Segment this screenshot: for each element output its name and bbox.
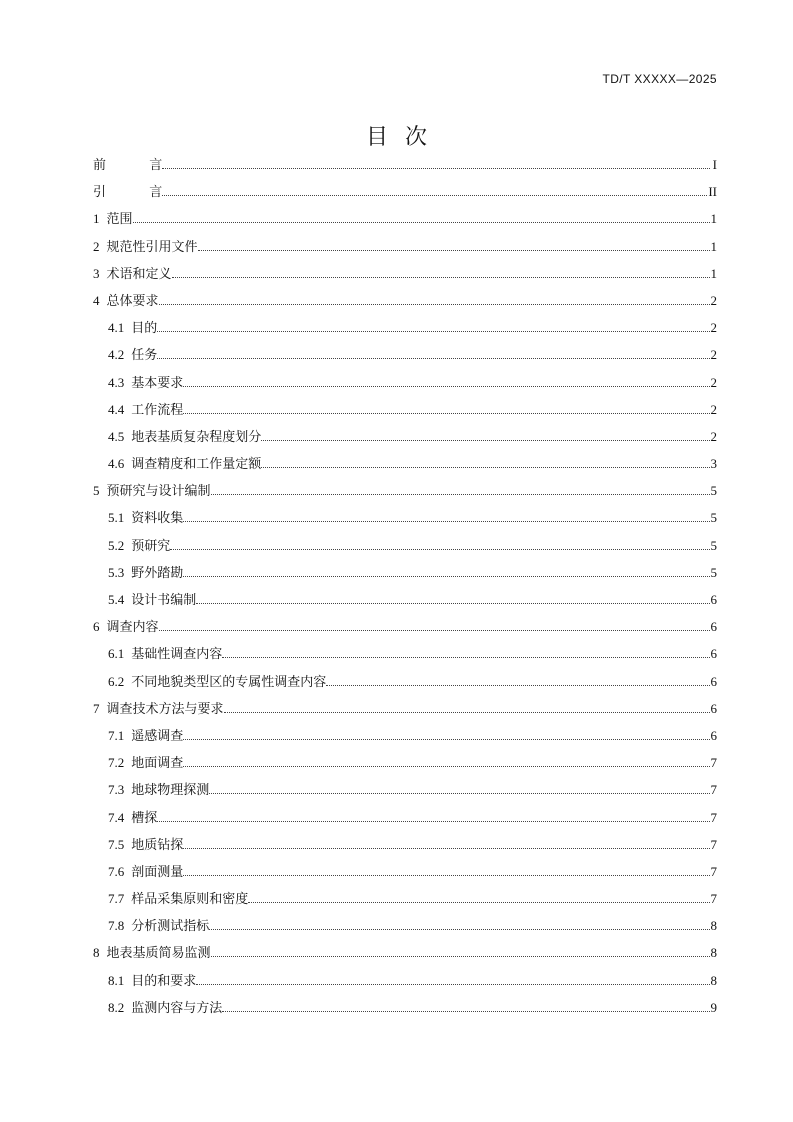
toc-entry-title: 野外踏勘	[131, 564, 184, 580]
toc-entry-subsection	[93, 804, 717, 831]
dot-leader	[183, 575, 709, 577]
toc-entry-number: 4.2	[108, 347, 125, 363]
toc-entry-subsection	[93, 858, 717, 885]
dot-leader	[183, 412, 709, 414]
toc-entry-page: 2	[710, 374, 717, 390]
toc-entry-number: 6.2	[108, 673, 125, 689]
toc-entry-title: 调查技术方法与要求	[106, 700, 224, 716]
dot-leader	[211, 493, 710, 495]
dot-leader	[157, 357, 709, 359]
toc-entry-number: 4.5	[108, 428, 125, 444]
toc-entry-subsection	[93, 396, 717, 423]
toc-entry-subsection	[93, 532, 717, 559]
dot-leader	[261, 466, 709, 468]
toc-entry-page: 7	[710, 891, 717, 907]
toc-entry-title: 预研究与设计编制	[106, 483, 211, 499]
toc-entry-subsection	[93, 341, 717, 368]
toc-entry-page: 7	[710, 782, 717, 798]
dot-leader	[222, 1010, 709, 1012]
toc-entry-page: 9	[710, 999, 717, 1015]
dot-leader	[162, 194, 707, 196]
toc-entry-section	[93, 205, 717, 232]
toc-entry-page: 1	[710, 238, 717, 254]
toc-entry-section	[93, 287, 717, 314]
dot-leader	[183, 520, 709, 522]
toc-entry-page: 2	[710, 292, 717, 308]
toc-entry-title: 预研究	[131, 537, 171, 553]
toc-entry-title: 目的	[131, 320, 158, 336]
toc-entry-page: 3	[710, 456, 717, 472]
toc-entry-number: 4.3	[108, 374, 125, 390]
dot-leader	[198, 249, 710, 251]
document-code: TD/T XXXXX—2025	[602, 72, 717, 86]
toc-entry-number: 5.2	[108, 537, 125, 553]
toc-entry-page: 5	[710, 510, 717, 526]
toc-entry-title: 设计书编制	[131, 592, 197, 607]
dot-leader	[157, 330, 709, 332]
toc-entry-title: 样品采集原则和密度	[131, 891, 249, 907]
toc-entry-subsection	[93, 450, 717, 477]
dot-leader	[248, 901, 709, 903]
toc-entry-subsection	[93, 423, 717, 450]
toc-entry-section	[93, 939, 717, 966]
dot-leader	[224, 711, 710, 713]
toc-entry-subsection	[93, 831, 717, 858]
toc-entry-page: 8	[710, 918, 717, 934]
toc-entry-title: 槽探	[131, 809, 158, 825]
toc-entry-section	[93, 613, 717, 640]
dot-leader	[211, 955, 710, 957]
toc-entry-subsection	[93, 994, 717, 1021]
toc-entry-subsection	[93, 885, 717, 912]
toc-entry-page: 7	[710, 863, 717, 879]
toc-entry-subsection	[93, 776, 717, 803]
dot-leader	[172, 276, 710, 278]
toc-entry-page: 5	[710, 537, 717, 553]
toc-entry-number: 4	[93, 292, 100, 308]
toc-entry-subsection	[93, 749, 717, 776]
toc-entry-page: 8	[710, 972, 717, 988]
toc-entry-subsection	[93, 967, 717, 994]
toc-entry-title: 剖面测量	[131, 863, 184, 879]
dot-leader	[183, 874, 709, 876]
dot-leader	[162, 167, 710, 169]
toc-entry-title: 遥感调查	[131, 727, 184, 743]
toc-entry-subsection	[93, 504, 717, 531]
toc-entry-subsection	[93, 559, 717, 586]
toc-entry-subsection	[93, 722, 717, 749]
toc-entry-number: 5.1	[108, 510, 125, 526]
toc-entry-number: 7.4	[108, 809, 125, 825]
toc-entry-subsection	[93, 640, 717, 667]
toc-entry-number: 7	[93, 700, 100, 716]
toc-entry-number: 3	[93, 265, 100, 281]
dot-leader	[222, 656, 709, 658]
toc-entry-number: 5.4	[108, 592, 125, 607]
toc-entry-number: 7.6	[108, 863, 125, 879]
dot-leader	[159, 629, 710, 631]
toc-entry-number: 8.2	[108, 999, 125, 1015]
dot-leader	[261, 439, 709, 441]
dot-leader	[183, 385, 709, 387]
toc-entry-page: 1	[710, 211, 717, 227]
toc-entry-title: 前 言	[93, 157, 163, 172]
dot-leader	[196, 602, 709, 604]
page-title: 目 次	[366, 125, 427, 150]
toc-entry-title: 范围	[106, 211, 133, 227]
toc-entry-title: 地质钻探	[131, 836, 184, 852]
dot-leader	[133, 221, 710, 223]
toc-entry-page: 6	[710, 592, 717, 607]
dot-leader	[170, 548, 709, 550]
toc-entry-number: 8.1	[108, 972, 125, 988]
toc-entry-page: II	[708, 184, 717, 200]
toc-entry-number: 5	[93, 483, 100, 499]
toc-entry-title: 引 言	[93, 184, 163, 200]
dot-leader	[183, 847, 709, 849]
toc-entry-title: 总体要求	[106, 292, 159, 308]
toc-entry-number: 6	[93, 619, 100, 635]
toc-entry-title: 不同地貌类型区的专属性调查内容	[131, 673, 327, 689]
dot-leader	[196, 983, 709, 985]
toc-entry-front-matter	[93, 151, 717, 178]
dot-leader	[183, 765, 709, 767]
toc-entry-section	[93, 477, 717, 504]
toc-entry-page: 7	[710, 755, 717, 771]
toc-entry-page: 2	[710, 428, 717, 444]
toc-entry-number: 4.6	[108, 456, 125, 472]
toc-entry-number: 7.5	[108, 836, 125, 852]
toc-entry-number: 1	[93, 211, 100, 227]
toc-entry-title: 工作流程	[131, 401, 184, 417]
toc-entry-page: 5	[710, 483, 717, 499]
dot-leader	[326, 684, 709, 686]
toc-entry-page: 6	[710, 700, 717, 716]
toc-entry-number: 4.1	[108, 320, 125, 336]
toc-entry-title: 基本要求	[131, 374, 184, 390]
toc-entry-section	[93, 233, 717, 260]
toc-entry-number: 6.1	[108, 646, 125, 662]
table-of-contents	[93, 151, 717, 1021]
toc-entry-page: I	[712, 157, 717, 172]
toc-entry-subsection	[93, 668, 717, 695]
toc-entry-subsection	[93, 912, 717, 939]
toc-entry-number: 5.3	[108, 564, 125, 580]
toc-entry-section	[93, 695, 717, 722]
dot-leader	[183, 738, 709, 740]
toc-entry-page: 6	[710, 646, 717, 662]
toc-entry-title: 目的和要求	[131, 972, 197, 988]
toc-entry-title: 任务	[131, 347, 158, 363]
toc-entry-page: 6	[710, 673, 717, 689]
toc-entry-title: 地表基质复杂程度划分	[131, 428, 262, 444]
dot-leader	[209, 928, 709, 930]
toc-entry-section	[93, 260, 717, 287]
toc-entry-page: 2	[710, 347, 717, 363]
toc-entry-number: 7.8	[108, 918, 125, 934]
toc-entry-title: 地球物理探测	[131, 782, 210, 798]
toc-entry-page: 6	[710, 727, 717, 743]
toc-entry-number: 7.2	[108, 755, 125, 771]
toc-entry-title: 监测内容与方法	[131, 999, 223, 1015]
toc-entry-title: 调查内容	[106, 619, 159, 635]
toc-entry-title: 资料收集	[131, 510, 184, 526]
dot-leader	[157, 820, 709, 822]
toc-entry-number: 7.1	[108, 727, 125, 743]
toc-entry-title: 地面调查	[131, 755, 184, 771]
toc-entry-title: 调查精度和工作量定额	[131, 456, 262, 472]
dot-leader	[209, 792, 709, 794]
toc-entry-subsection	[93, 369, 717, 396]
toc-entry-page: 8	[710, 945, 717, 961]
toc-entry-title: 分析测试指标	[131, 918, 210, 934]
toc-entry-page: 1	[710, 265, 717, 281]
toc-entry-number: 7.7	[108, 891, 125, 907]
dot-leader	[159, 303, 710, 305]
toc-entry-page: 7	[710, 836, 717, 852]
toc-entry-title: 规范性引用文件	[106, 238, 198, 254]
toc-entry-subsection	[93, 586, 717, 613]
toc-entry-title: 基础性调查内容	[131, 646, 223, 662]
toc-entry-subsection	[93, 314, 717, 341]
toc-entry-page: 2	[710, 401, 717, 417]
toc-entry-number: 4.4	[108, 401, 125, 417]
toc-entry-number: 8	[93, 945, 100, 961]
toc-entry-title: 地表基质简易监测	[106, 945, 211, 961]
toc-entry-page: 6	[710, 619, 717, 635]
toc-entry-page: 2	[710, 320, 717, 336]
toc-entry-page: 7	[710, 809, 717, 825]
toc-entry-front-matter	[93, 178, 717, 205]
toc-entry-number: 2	[93, 238, 100, 254]
toc-entry-number: 7.3	[108, 782, 125, 798]
toc-entry-page: 5	[710, 564, 717, 580]
toc-entry-title: 术语和定义	[106, 265, 172, 281]
